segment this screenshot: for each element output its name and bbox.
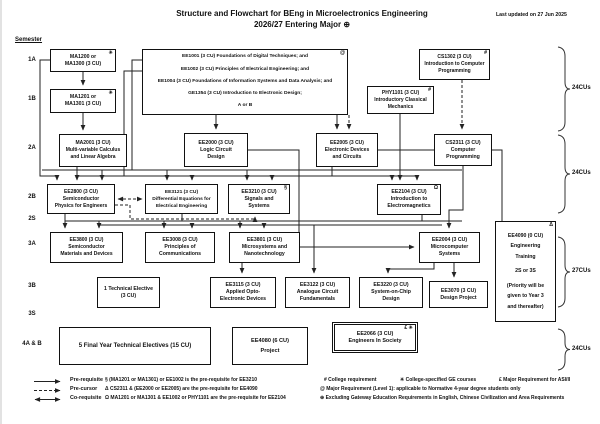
course-box-text: 5 Final Year Technical Electives (15 CU) <box>78 342 192 349</box>
course-box-text: EE3115 (3 CU) <box>225 282 261 288</box>
course-box-text: Introductory Classical <box>374 96 427 103</box>
course-box-text: Microcomputer <box>430 244 469 250</box>
course-box-ma1201 <box>50 89 116 113</box>
legend-pre-requisite: Pre-requisite <box>70 377 103 383</box>
course-marker-symbol: Δ <box>549 222 553 228</box>
course-box-text: and thereafter) <box>507 303 544 310</box>
course-box-text: Engineers In Society <box>348 337 402 344</box>
course-box-ee3121 <box>145 184 218 214</box>
course-marker-symbol: # <box>428 87 431 93</box>
semester-label-1A: 1A <box>28 57 36 63</box>
course-box-text: EE2104 (3 CU) <box>391 189 427 195</box>
course-box-text: EE3121 (3 CU) <box>164 189 199 195</box>
course-box-cs1302 <box>419 49 490 80</box>
co-requisite-arrow-icon <box>32 396 66 403</box>
legend-pre-cursor: Pre-cursor <box>70 386 98 392</box>
course-box-text: EE3801 (3 CU) <box>246 237 283 243</box>
course-box-text: PHY1101 (3 CU) <box>381 89 420 96</box>
course-marker-symbol: Ω <box>433 185 438 191</box>
course-box-text: Logic Circuit <box>200 146 232 153</box>
semester-label-2A: 2A <box>28 145 36 151</box>
course-box-text: Programming <box>446 153 480 160</box>
course-box-text: Introduction to <box>390 196 428 202</box>
cu-total-label: 24CUs <box>572 85 591 91</box>
note-college-requirement: # College requirement <box>324 377 377 383</box>
course-box-text: Design <box>382 296 400 302</box>
course-box-text: Electronic Devices <box>219 296 267 302</box>
course-marker-symbol: § <box>284 185 287 191</box>
course-box-text: 1 Technical Elective <box>104 285 153 292</box>
course-box-ee3070 <box>429 281 488 308</box>
course-box-ee2104 <box>377 184 441 215</box>
course-box-text: EE2000 (3 CU) <box>198 139 234 146</box>
course-box-text: EE3220 (3 CU) <box>373 282 409 288</box>
course-box-text: MA2001 (3 CU) <box>75 140 111 146</box>
course-box-ee3800 <box>50 232 123 263</box>
course-box-text: EE2004 (3 CU) <box>431 237 468 243</box>
course-box-text: EE3800 (3 CU) <box>69 237 104 243</box>
course-box-text: EE3070 (3 CU) <box>440 287 477 294</box>
course-box-text: EE1004 (3 CU) Foundations of Information Systems and Data Analysis; and <box>157 78 333 84</box>
course-box-text: Computer <box>450 146 476 153</box>
course-marker-symbol: # <box>484 50 487 56</box>
course-box-ee2000 <box>184 133 248 167</box>
course-box-ee4090 <box>495 221 556 322</box>
note-gateway: ⊕ Excluding Gateway Education Requirements in English, Chinese Civilization and Area Requirements <box>320 395 565 401</box>
course-box-elective1 <box>97 277 160 308</box>
course-box-text: Nanotechnology <box>244 251 285 257</box>
course-box-text: and Circuits <box>332 153 362 160</box>
course-box-text: EE1002 (3 CU) Principles of Electrical Engineering; and <box>180 66 310 72</box>
course-box-text: EE2800 (3 CU) <box>64 188 98 195</box>
course-marker-symbol: £ ✳ <box>404 325 413 331</box>
note-ee2104-prereq: Ω MA1201 or MA1301 & EE1002 or PHY1101 are the pre-requisite for EE2104 <box>105 395 286 401</box>
course-box-text: MA1200 or <box>69 53 97 60</box>
title-line1: Structure and Flowchart for BEng in Microelectronics Engineering <box>176 9 428 18</box>
note-asi: £ Major Requirement for ASI/II <box>499 377 571 383</box>
course-box-text: Semiconductor <box>68 244 105 250</box>
course-box-text: CS2311 (3 CU) <box>445 139 481 146</box>
course-marker-symbol: @ <box>339 50 345 56</box>
course-box-text: Electrical Engineering <box>155 203 208 209</box>
semester-label-3S: 3S <box>28 311 36 317</box>
semester-label-3B: 3B <box>28 283 36 289</box>
course-box-text: Electromagnetics <box>387 203 431 209</box>
semester-label-1B: 1B <box>28 96 36 102</box>
cu-total-label: 24CUs <box>572 170 591 176</box>
course-box-text: Principles of <box>164 244 196 250</box>
course-marker-symbol: ✳ <box>108 50 113 56</box>
course-box-text: Design Project <box>440 294 477 301</box>
course-box-text: given to Year 3 <box>507 293 544 300</box>
course-box-text: Multi-variable Calculus <box>65 147 121 153</box>
note-ee4090-prereq: Δ CS2311 & (EE2000 or EE2005) are the pre-requisite for EE4090 <box>105 386 258 392</box>
course-box-text: Materials and Devices <box>60 251 113 257</box>
course-box-foundations <box>142 49 348 115</box>
course-box-text: Introduction to Computer <box>424 61 485 67</box>
course-box-text: Signals and <box>244 195 274 202</box>
course-box-ee3122 <box>285 277 350 308</box>
last-updated: Last updated on 27 Jun 2025 <box>496 12 567 18</box>
course-box-text: MA1201 or <box>69 94 97 100</box>
course-box-text: Electronic Devices <box>324 146 370 153</box>
pre-cursor-arrow-icon <box>32 387 66 394</box>
course-box-text: CS1302 (3 CU) <box>437 54 472 60</box>
course-box-ee3115 <box>210 277 276 308</box>
course-box-text: Semiconductor <box>62 195 100 202</box>
course-box-ee2066 <box>334 324 416 351</box>
semester-column-header: Semester <box>15 37 43 43</box>
course-box-text: EE3122 (3 CU) <box>299 282 336 288</box>
course-box-text: Microsystems and <box>241 244 288 250</box>
course-box-text: GE1354 (3 CU) Introduction to Electronic Design; <box>188 91 302 97</box>
note-ee3210-prereq: § (MA1201 or MA1301) or EE1002 is the pre-requisite for EE3210 <box>105 377 258 383</box>
course-box-text: Applied Opto- <box>225 289 261 295</box>
semester-label-4AB: 4A & B <box>22 341 42 347</box>
semester-label-2S: 2S <box>28 216 36 222</box>
course-box-ee4080 <box>232 327 308 365</box>
course-box-text: EE2005 (3 CU) <box>330 139 364 146</box>
course-box-text: EE1001 (3 CU) Foundations of Digital Techniques; and <box>182 54 308 60</box>
course-box-text: Training <box>515 253 536 260</box>
course-box-text: EE4090 (0 CU) <box>507 232 544 239</box>
note-major-requirement: @ Major Requirement (Level 1): applicable to Normative 4-year degree students only <box>320 386 521 392</box>
course-box-text: Programming <box>438 68 471 74</box>
course-box-text: A or B <box>237 103 253 109</box>
course-box-ee2005 <box>316 133 378 167</box>
semester-label-3A: 3A <box>28 241 36 247</box>
course-box-text: System-on-Chip <box>371 289 411 295</box>
course-box-text: MA1301 (3 CU) <box>64 101 102 107</box>
course-box-text: Project <box>260 348 280 354</box>
course-box-cs2311 <box>434 134 492 166</box>
course-box-text: Fundamentals <box>299 296 336 302</box>
course-box-phy1101 <box>367 86 434 114</box>
course-box-text: and Linear Algebra <box>70 154 116 160</box>
course-box-text: Systems <box>248 202 270 209</box>
note-ge-courses: ✳ College-specified GE courses <box>400 377 477 383</box>
cu-total-label: 24CUs <box>572 345 591 352</box>
legend-co-requisite: Co-requisite <box>70 395 102 401</box>
course-box-text: Mechanics <box>387 103 414 110</box>
course-box-ee3801 <box>229 232 300 263</box>
cu-total-label: 27CUs <box>572 268 591 274</box>
course-box-ee3008 <box>145 232 215 263</box>
course-box-text: EE4080 (6 CU) <box>251 338 289 344</box>
course-marker-symbol: ✳ <box>108 90 113 96</box>
course-box-text: Differential Equations for <box>152 196 211 202</box>
course-box-ee2004 <box>419 232 480 263</box>
course-box-ee3210 <box>228 184 290 214</box>
course-box-electives5 <box>59 327 211 365</box>
course-box-text: Design <box>207 153 225 160</box>
course-box-text: (3 CU) <box>120 292 137 299</box>
course-box-text: Analogue Circuit <box>296 289 339 295</box>
course-box-text: MA1300 (3 CU) <box>64 60 102 67</box>
course-box-text: EE3210 (3 CU) <box>241 188 277 195</box>
title-line2: 2026/27 Entering Major ⊕ <box>253 20 351 29</box>
course-box-text: Engineering <box>510 243 541 250</box>
course-box-text: Physics for Engineers <box>54 202 108 209</box>
course-box-text: 2S or 3S <box>515 268 536 275</box>
course-box-ma1200 <box>50 49 116 72</box>
course-box-text: Communications <box>158 251 202 257</box>
course-box-text: (Priority will be <box>506 282 545 289</box>
semester-label-2B: 2B <box>28 194 36 200</box>
course-box-text: EE3008 (3 CU) <box>162 237 198 243</box>
course-box-ee2800 <box>47 184 115 214</box>
course-box-text: EE2066 (3 CU) <box>356 330 394 337</box>
course-box-text: Systems <box>438 251 461 257</box>
course-box-ma2001 <box>59 134 127 167</box>
pre-requisite-arrow-icon <box>32 378 66 385</box>
course-box-ee3220 <box>359 277 423 308</box>
